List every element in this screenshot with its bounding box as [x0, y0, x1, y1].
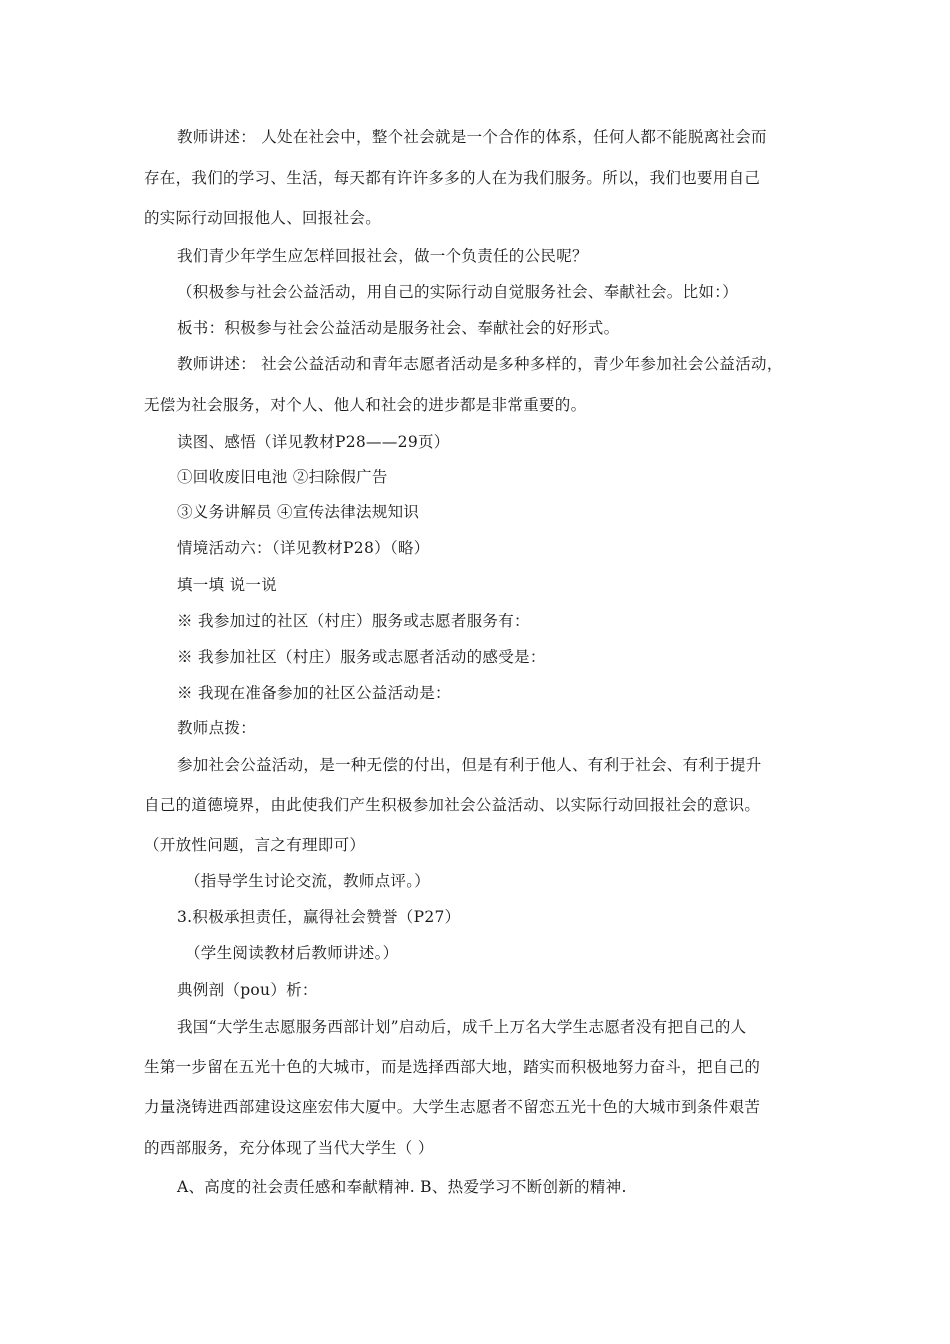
section-heading: 情境活动六：（详见教材P28）（略）: [177, 539, 430, 557]
paragraph-line: 的西部服务，充分体现了当代大学生（ ）: [144, 1139, 434, 1157]
paragraph-line: 的实际行动回报他人、回报社会。: [144, 209, 382, 227]
list-item: ③义务讲解员 ④宣传法律法规知识: [177, 503, 420, 521]
section-heading: 填一填 说一说: [177, 576, 278, 594]
paragraph-line: 生第一步留在五光十色的大城市，而是选择西部大地，踏实而积极地努力奋斗，把自己的: [144, 1058, 761, 1076]
paragraph-line: 我国“大学生志愿服务西部计划”启动后，成千上万名大学生志愿者没有把自己的人: [177, 1018, 747, 1036]
section-heading: 典例剖（pou）析：: [177, 981, 318, 999]
paragraph-line: 教师讲述： 社会公益活动和青年志愿者活动是多种多样的，青少年参加社会公益活动，: [177, 355, 783, 373]
paragraph-line: （学生阅读教材后教师讲述。）: [185, 944, 399, 962]
paragraph-line: （积极参与社会公益活动，用自己的实际行动自觉服务社会、奉献社会。比如：）: [177, 283, 739, 301]
paragraph-line: 教师讲述： 人处在社会中，整个社会就是一个合作的体系，任何人都不能脱离社会而: [177, 128, 767, 146]
list-item: ※ 我现在准备参加的社区公益活动是：: [177, 684, 451, 702]
paragraph-line: 无偿为社会服务，对个人、他人和社会的进步都是非常重要的。: [144, 396, 587, 414]
section-heading: 教师点拨：: [177, 719, 257, 737]
paragraph-line: 我们青少年学生应怎样回报社会，做一个负责任的公民呢？: [177, 247, 588, 265]
paragraph-line: 自己的道德境界，由此使我们产生积极参加社会公益活动、以实际行动回报社会的意识。: [144, 796, 761, 814]
paragraph-line: 存在，我们的学习、生活，每天都有许许多多的人在为我们服务。所以，我们也要用自己: [144, 169, 761, 187]
paragraph-line: （开放性问题，言之有理即可）: [144, 836, 366, 854]
list-item: ①回收废旧电池 ②扫除假广告: [177, 468, 388, 486]
paragraph-line: 参加社会公益活动，是一种无偿的付出，但是有利于他人、有利于社会、有利于提升: [177, 756, 762, 774]
list-item: ※ 我参加社区（村庄）服务或志愿者活动的感受是：: [177, 648, 546, 666]
blackboard-note: 板书：积极参与社会公益活动是服务社会、奉献社会的好形式。: [177, 319, 620, 337]
paragraph-line: （指导学生讨论交流，教师点评。）: [185, 872, 431, 890]
paragraph-line: 力量浇铸进西部建设这座宏伟大厦中。大学生志愿者不留恋五光十色的大城市到条件艰苦: [144, 1098, 761, 1116]
section-heading: 读图、感悟（详见教材P28——29页）: [177, 433, 450, 451]
list-item: ※ 我参加过的社区（村庄）服务或志愿者服务有：: [177, 612, 530, 630]
answer-options: A、高度的社会责任感和奉献精神. B、热爱学习不断创新的精神.: [177, 1178, 627, 1196]
section-heading: 3.积极承担责任，赢得社会赞誉（P27）: [177, 908, 461, 926]
